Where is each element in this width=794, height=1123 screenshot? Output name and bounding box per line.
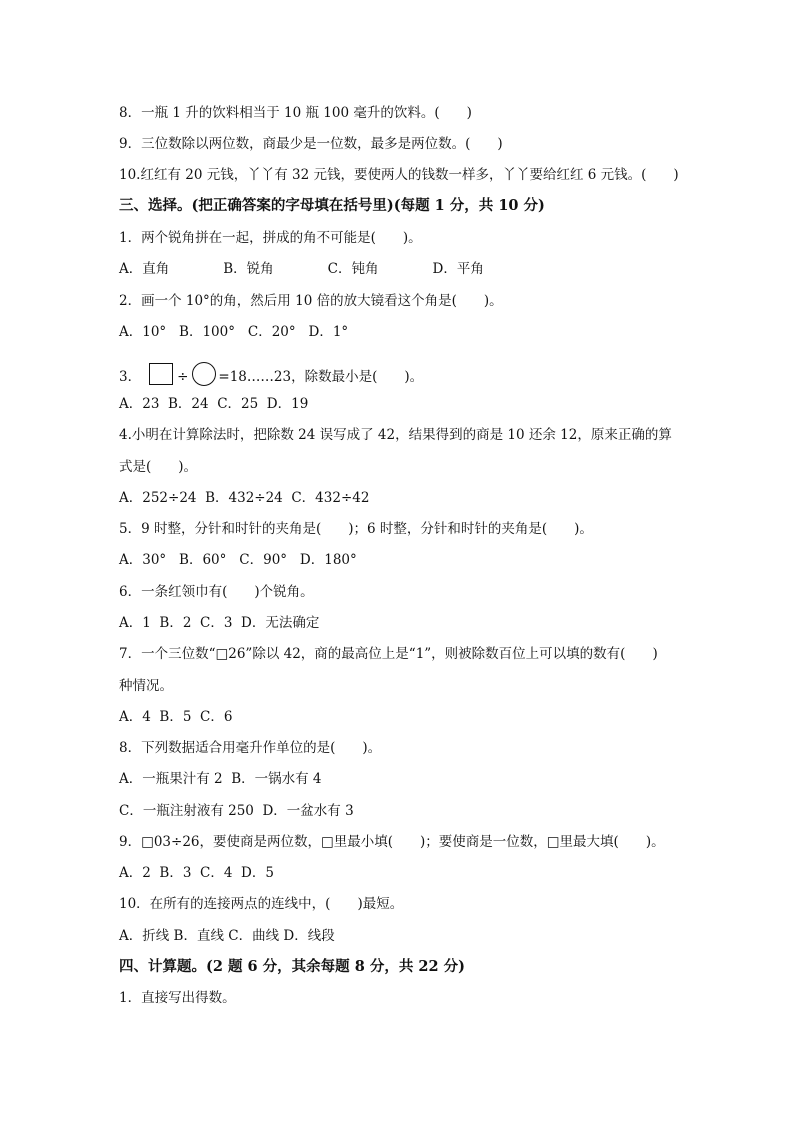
choice-q6-options: A．1 B．2 C．3 D．无法确定 (119, 615, 320, 631)
choice-q1: 1．两个锐角拼在一起，拼成的角不可能是( )。 (119, 230, 422, 246)
section4-title: 四、计算题。(2 题 6 分，其余每题 8 分，共 22 分) (119, 958, 466, 975)
choice-q8-options-2: C．一瓶注射液有 250 D．一盆水有 3 (119, 803, 354, 819)
choice-q5-options: A．30° B．60° C．90° D．180° (119, 552, 357, 568)
choice-q8: 8．下列数据适合用毫升作单位的是( )。 (119, 740, 382, 756)
choice-q5: 5．9 时整，分针和时针的夹角是( )；6 时整，分针和时针的夹角是( )。 (119, 521, 593, 537)
circle-icon (192, 362, 216, 386)
judge-q10: 10.红红有 20 元钱，丫丫有 32 元钱，要使两人的钱数一样多，丫丫要给红红 6 元钱。( ) (119, 167, 679, 183)
choice-q9: 9．□03÷26，要使商是两位数，□里最小填( )；要使商是一位数，□里最大填( )。 (119, 834, 665, 850)
choice-q2-options: A．10° B．100° C．20° D．1° (119, 324, 349, 340)
choice-q7-options: A．4 B．5 C．6 (119, 709, 233, 725)
choice-q1-options: A．直角 B．锐角 C．钝角 D．平角 (119, 261, 484, 277)
choice-q10: 10．在所有的连接两点的连线中，( )最短。 (119, 896, 404, 912)
judge-q8: 8．一瓶 1 升的饮料相当于 10 瓶 100 毫升的饮料。( ) (119, 105, 472, 121)
calc-q1: 1．直接写出得数。 (119, 990, 236, 1006)
choice-q2: 2．画一个 10°的角，然后用 10 倍的放大镜看这个角是( )。 (119, 293, 503, 309)
choice-q7-line2: 种情况。 (119, 678, 173, 694)
choice-q3 (119, 362, 423, 386)
choice-q6: 6．一条红领巾有( )个锐角。 (119, 584, 314, 600)
choice-q10-options: A．折线 B．直线 C．曲线 D．线段 (119, 928, 335, 944)
choice-q7-line1: 7．一个三位数“□26”除以 42，商的最高位上是“1”，则被除数百位上可以填的数有( ) (119, 646, 658, 662)
choice-q4-line1: 4.小明在计算除法时，把除数 24 误写成了 42，结果得到的商是 10 还余 12，原来正确的算 (119, 427, 672, 443)
judge-q9: 9．三位数除以两位数，商最少是一位数，最多是两位数。( ) (119, 136, 503, 152)
square-box-icon (149, 363, 173, 385)
choice-q3-text: =18……23，除数最小是( )。 (218, 369, 424, 385)
division-sign: ÷ (177, 369, 189, 385)
choice-q4-options: A．252÷24 B．432÷24 C．432÷42 (119, 490, 370, 506)
choice-q3-number: 3． (119, 369, 142, 385)
section3-title: 三、选择。(把正确答案的字母填在括号里)(每题 1 分，共 10 分) (119, 197, 545, 214)
choice-q9-options: A．2 B．3 C．4 D．5 (119, 865, 274, 881)
choice-q8-options-1: A．一瓶果汁有 2 B．一锅水有 4 (119, 771, 322, 787)
choice-q3-options: A．23 B．24 C．25 D．19 (119, 396, 309, 412)
choice-q4-line2: 式是( )。 (119, 459, 198, 475)
